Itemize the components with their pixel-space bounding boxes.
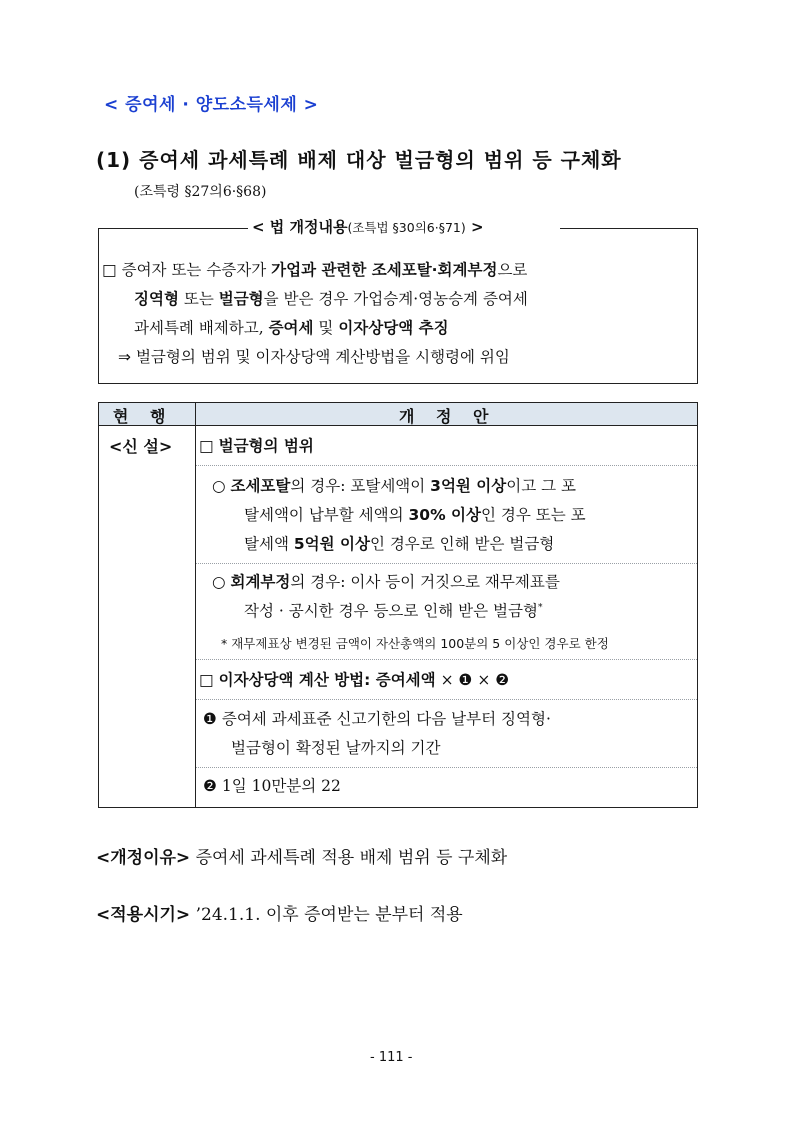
tax-evasion-line-3: 탈세액 5억원 이상인 경우로 인해 받은 벌금형	[244, 535, 555, 553]
header-revised: 개 정 안	[399, 407, 497, 426]
effective-date: <적용시기> ’24.1.1. 이후 증여받는 분부터 적용	[96, 905, 463, 925]
tax-evasion-line-1: ○ 조세포탈의 경우: 포탈세액이 3억원 이상이고 그 포	[212, 477, 576, 495]
circled-one-icon: ❶	[203, 710, 217, 728]
sec2-title: □ 이자상당액 계산 방법: 증여세액 × ❶ × ❷	[199, 671, 510, 689]
tax-evasion-line-2: 탈세액이 납부할 세액의 30% 이상인 경우 또는 포	[244, 506, 586, 524]
column-divider	[195, 403, 196, 807]
accounting-fraud-line-1: ○ 회계부정의 경우: 이사 등이 거짓으로 재무제표를	[212, 573, 560, 591]
row-separator	[196, 699, 697, 700]
effective-date-label: <적용시기>	[96, 905, 191, 925]
square-bullet-icon: □	[199, 671, 214, 689]
row-separator	[196, 563, 697, 564]
law-box-line-3: 과세특례 배제하고, 증여세 및 이자상당액 추징	[134, 319, 449, 337]
circle-bullet-icon: ○	[212, 477, 226, 495]
item-title: (1) 증여세 과세특례 배제 대상 벌금형의 범위 등 구체화	[96, 148, 622, 172]
section-header: < 증여세 · 양도소득세제 >	[104, 95, 319, 115]
table-header-row	[99, 403, 697, 426]
revision-reason-label: <개정이유>	[96, 848, 191, 868]
row-separator	[196, 659, 697, 660]
revision-reason: <개정이유> 증여세 과세특례 적용 배제 범위 등 구체화	[96, 848, 508, 868]
law-box-title: < 법 개정내용(조특법 §30의6·§71) >	[248, 216, 488, 237]
law-box-line-4: ⇒ 벌금형의 범위 및 이자상당액 계산방법을 시행령에 위임	[118, 348, 510, 366]
definition-1-line-1: ❶ 증여세 과세표준 신고기한의 다음 날부터 징역형·	[203, 710, 551, 728]
definition-2: ❷ 1일 10만분의 22	[203, 777, 341, 795]
sec1-title: □ 벌금형의 범위	[199, 437, 314, 455]
circled-one-icon: ❶	[458, 671, 473, 689]
circle-bullet-icon: ○	[212, 573, 226, 591]
law-box-line-1: □ 증여자 또는 수증자가 가업과 관련한 조세포탈·회계부정으로	[102, 261, 528, 279]
comparison-table	[98, 402, 698, 808]
header-current: 현 행	[113, 407, 174, 426]
page-number: - 111 -	[370, 1050, 413, 1065]
square-bullet-icon: □	[102, 261, 117, 279]
law-box-title-ref: (조특법 §30의6·§71)	[347, 220, 466, 235]
footnote: * 재무제표상 변경된 금액이 자산총액의 100분의 5 이상인 경우로 한정	[221, 636, 609, 651]
square-bullet-icon: □	[199, 437, 214, 455]
row-separator	[196, 465, 697, 466]
circled-two-icon: ❷	[495, 671, 510, 689]
law-box-line-2: 징역형 또는 벌금형을 받은 경우 가업승계·영농승계 증여세	[134, 290, 528, 308]
accounting-fraud-line-2: 작성 · 공시한 경우 등으로 인해 받은 벌금형*	[244, 602, 543, 621]
item-legal-reference: (조특령 §27의6·§68)	[134, 184, 267, 200]
circled-two-icon: ❷	[203, 777, 217, 795]
row-separator	[196, 767, 697, 768]
current-cell-value: <신 설>	[109, 437, 173, 456]
arrow-icon: ⇒	[118, 348, 131, 366]
definition-1-line-2: 벌금형이 확정된 날까지의 기간	[231, 739, 441, 757]
